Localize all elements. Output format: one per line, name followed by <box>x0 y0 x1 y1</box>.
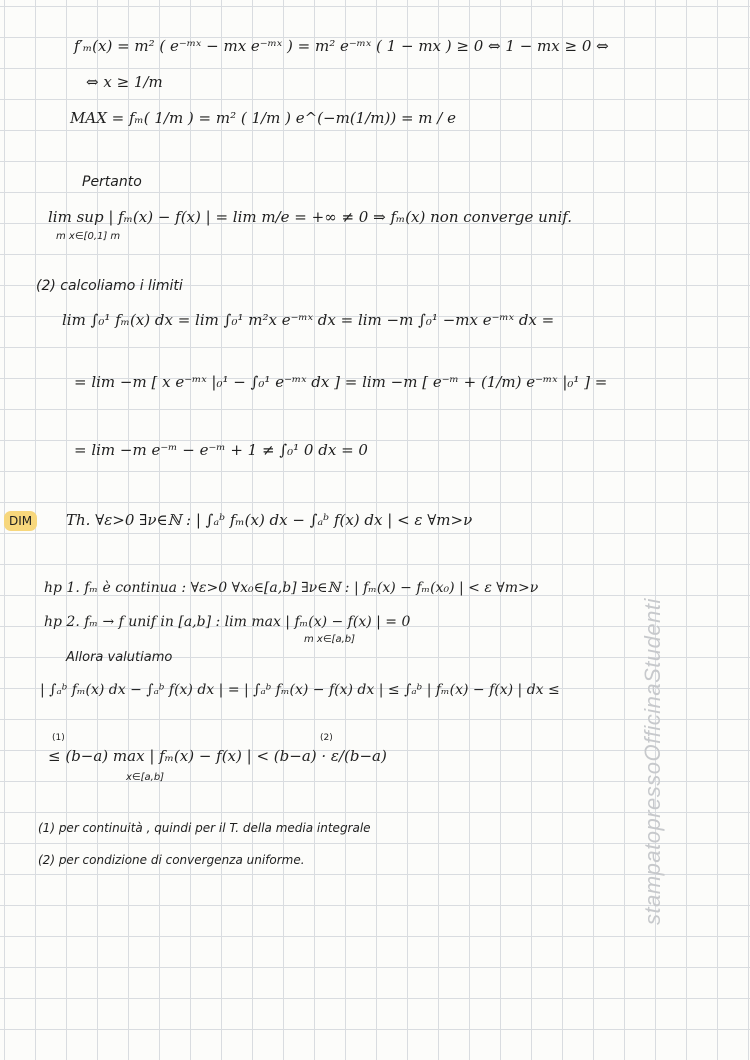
integral-limit-line-2: = lim −m [ x e⁻ᵐˣ |₀¹ − ∫₀¹ e⁻ᵐˣ dx ] = lim −m [ e⁻ᵐ + (1/m) e⁻ᵐˣ |₀¹ ] = <box>74 373 608 391</box>
estimate-line-2-subscript: x∈[a,b] <box>126 772 165 783</box>
ref-2-marker: (2) <box>320 733 333 743</box>
hypothesis-2-subscript: m x∈[a,b] <box>304 634 356 645</box>
section-2-heading: (2) calcoliamo i limiti <box>36 278 183 294</box>
hypothesis-1: hp 1. fₘ è continua : ∀ε>0 ∀x₀∈[a,b] ∃ν∈ℕ : | fₘ(x) − fₘ(x₀) | < ε ∀m>ν <box>44 580 539 596</box>
integral-limit-line-3: = lim −m e⁻ᵐ − e⁻ᵐ + 1 ≠ ∫₀¹ 0 dx = 0 <box>74 441 368 459</box>
allora-heading: Allora valutiamo <box>66 650 173 665</box>
footnote-2: (2) per condizione di convergenza uniforme. <box>38 853 305 867</box>
footnote-1: (1) per continuità , quindi per il T. della media integrale <box>38 821 371 835</box>
estimate-line-1: | ∫ₐᵇ fₘ(x) dx − ∫ₐᵇ f(x) dx | = | ∫ₐᵇ fₘ(x) − f(x) dx | ≤ ∫ₐᵇ | fₘ(x) − f(x) | dx ≤ <box>40 682 560 698</box>
limsup-line: lim sup | fₘ(x) − f(x) | = lim m/e = +∞ ≠ 0 ⇒ fₘ(x) non converge unif. <box>48 208 573 226</box>
ref-1-marker: (1) <box>52 733 65 743</box>
condition-line: ⇔ x ≥ 1/m <box>86 73 163 91</box>
pertanto-heading: Pertanto <box>82 174 142 190</box>
estimate-line-2: ≤ (b−a) max | fₘ(x) − f(x) | < (b−a) · ε/(b−a) <box>48 747 387 765</box>
max-line: MAX = fₘ( 1/m ) = m² ( 1/m ) e^(−m(1/m)) = m / e <box>70 109 456 127</box>
hypothesis-2: hp 2. fₘ → f unif in [a,b] : lim max | fₘ(x) − f(x) | = 0 <box>44 614 411 630</box>
watermark-text: stampatopressoOfficinaStudenti <box>640 598 665 925</box>
dim-highlight-label: DIM <box>4 511 37 531</box>
derivative-line: f′ₘ(x) = m² ( e⁻ᵐˣ − mx e⁻ᵐˣ ) = m² e⁻ᵐˣ ( 1 − mx ) ≥ 0 ⇔ 1 − mx ≥ 0 ⇔ <box>74 37 609 55</box>
theorem-line: Th. ∀ε>0 ∃ν∈ℕ : | ∫ₐᵇ fₘ(x) dx − ∫ₐᵇ f(x) dx | < ε ∀m>ν <box>66 511 473 529</box>
integral-limit-line-1: lim ∫₀¹ fₘ(x) dx = lim ∫₀¹ m²x e⁻ᵐˣ dx = lim −m ∫₀¹ −mx e⁻ᵐˣ dx = <box>62 311 555 329</box>
limsup-subscript: m x∈[0,1] m <box>56 231 121 242</box>
